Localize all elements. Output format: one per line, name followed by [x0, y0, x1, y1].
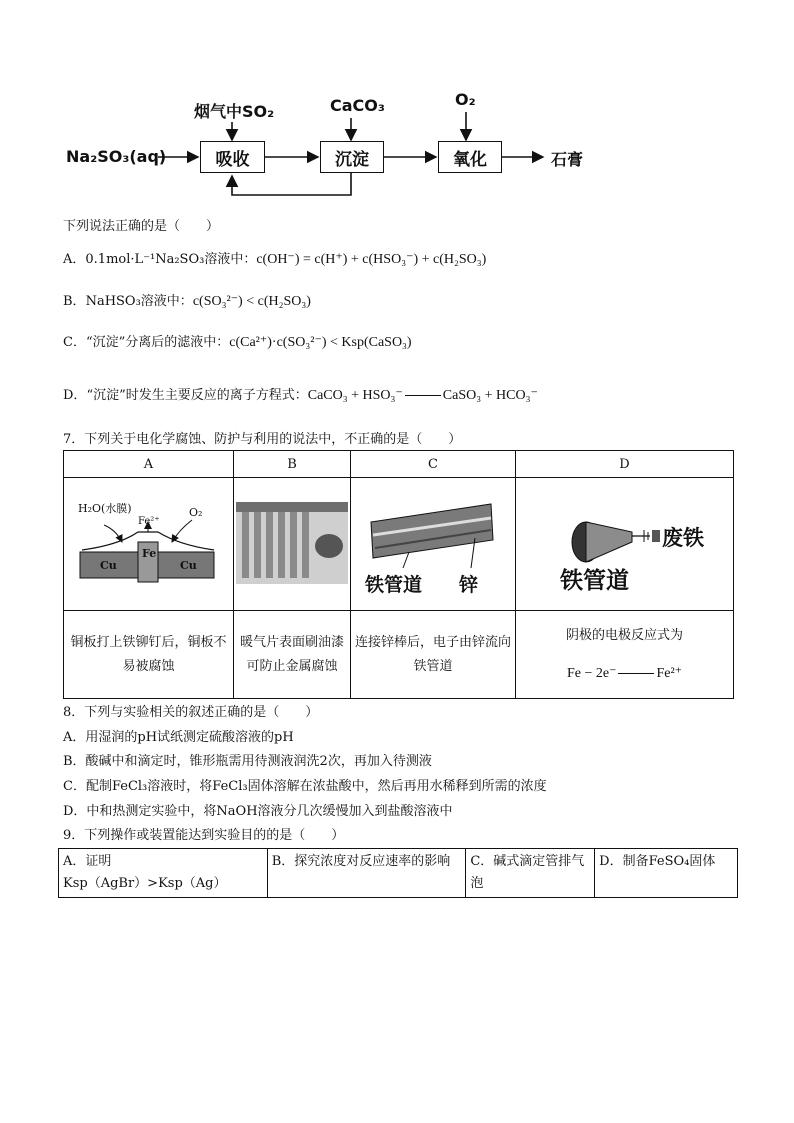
q7-image-d: [516, 478, 734, 611]
q7-cell-a: 铜板打上铁铆钉后，铜板不易被腐蚀: [64, 611, 234, 699]
q6-d-equation-right: CaSO₃ + HCO₃⁻: [442, 388, 538, 403]
q7-a-fe-label: Fe: [142, 547, 157, 560]
q7-cell-d-line2: [516, 655, 733, 693]
q8-option-a: A．用湿润的pH试纸测定硫酸溶液的pH: [63, 730, 294, 745]
q6-option-b: [63, 290, 311, 310]
flow-output-label: 石膏: [551, 150, 584, 169]
q7-header-b: B: [234, 451, 351, 478]
q7-cell-d-line1: 阴极的电极反应式为: [565, 627, 683, 643]
flow-box-absorb: 吸收: [200, 141, 265, 173]
q7-table: [63, 450, 734, 699]
q7-a-fe2-label: Fe²⁺: [138, 516, 160, 527]
q6-a-label: A．: [63, 252, 86, 267]
flow-top-label-1: 烟气中SO₂: [194, 102, 275, 121]
flow-input-label: Na₂SO₃(aq): [66, 147, 167, 166]
q8-option-c: C．配制FeCl₃溶液时，将FeCl₃固体溶解在浓盐酸中，然后再用水稀释到所需的浓度: [63, 779, 547, 794]
q6-a-equation: c(OH⁻) = c(H⁺) + c(HSO₃⁻) + c(H₂SO₃): [256, 252, 487, 267]
q9-a-line1: A．证明: [63, 854, 112, 869]
q7-header-c: C: [351, 451, 516, 478]
q7-c-zinc-label: 锌: [459, 574, 479, 596]
q6-b-equation: c(SO₃²⁻) < c(H₂SO₃): [192, 294, 311, 309]
q6-option-a: [63, 248, 486, 268]
q7-cell-d: [516, 611, 734, 699]
q7-a-cu-left-label: Cu: [100, 559, 117, 572]
q6-a-text: 0.1mol·L⁻¹Na₂SO₃溶液中：: [85, 252, 257, 267]
flow-box-oxidize: 氧化: [438, 141, 502, 173]
flow-top-label-3: O₂: [455, 90, 476, 109]
q7-image-c: [351, 478, 516, 611]
q6-b-label: B．: [63, 294, 86, 309]
q7-a-o2-label: O₂: [189, 506, 203, 519]
q6-b-text: NaHSO₃溶液中：: [85, 294, 193, 309]
equation-equals-bar: [618, 673, 654, 674]
q7-image-a: [64, 478, 234, 611]
flow-top-label-2: CaCO₃: [330, 96, 385, 115]
q6-c-label: C．: [63, 335, 86, 350]
q7-header-row: [64, 451, 734, 478]
q8-stem: 8．下列与实验相关的叙述正确的是（ ）: [63, 705, 319, 720]
q6-d-label: D．: [63, 388, 87, 403]
q7-text-row: [64, 611, 734, 699]
q7-d-eq-right: Fe²⁺: [656, 665, 683, 681]
q9-cell-d: D．制备FeSO₄固体: [595, 849, 738, 898]
q7-d-scrap-label: 废铁: [662, 526, 704, 550]
q7-d-pipe-label: 铁管道: [560, 568, 629, 594]
flow-box-precipitate: 沉淀: [320, 141, 384, 173]
q6-d-equation-left: CaCO₃ + HSO₃⁻: [307, 388, 403, 403]
q8-option-d: D．中和热测定实验中，将NaOH溶液分几次缓慢加入到盐酸溶液中: [63, 804, 453, 819]
q9-row: [59, 849, 738, 898]
flow-arrows: [0, 0, 794, 210]
q7-a-cu-right-label: Cu: [180, 559, 197, 572]
q7-header-a: A: [64, 451, 234, 478]
q7-a-water-label: H₂O(水膜): [78, 502, 132, 515]
q7-image-b: [234, 478, 351, 611]
q7-cell-b: 暖气片表面刷油漆可防止金属腐蚀: [234, 611, 351, 699]
q7-cell-c: 连接锌棒后，电子由锌流向铁管道: [351, 611, 516, 699]
q9-cell-c: C．碱式滴定管排气泡: [466, 849, 595, 898]
q9-stem: 9．下列操作或装置能达到实验目的的是（ ）: [63, 828, 345, 843]
q8-option-b: B．酸碱中和滴定时，锥形瓶需用待测液润洗2次，再加入待测液: [63, 754, 432, 769]
q6-option-d: [63, 384, 538, 404]
q7-image-row: [64, 478, 734, 611]
radiator-photo-icon: [234, 478, 350, 606]
q9-a-line2: Ksp（AgBr）>Ksp（Ag）: [63, 876, 227, 891]
q7-header-d: D: [516, 451, 734, 478]
q6-d-text: “沉淀”时发生主要反应的离子方程式：: [86, 388, 308, 403]
q6-stem: 下列说法正确的是（ ）: [63, 219, 220, 234]
q6-c-equation: c(Ca²⁺)·c(SO₃²⁻) < Ksp(CaSO₃): [229, 335, 412, 350]
q7-stem: 7．下列关于电化学腐蚀、防护与利用的说法中，不正确的是（ ）: [63, 432, 462, 447]
q6-c-text: “沉淀”分离后的滤液中：: [85, 335, 230, 350]
q9-cell-a: [59, 849, 268, 898]
equation-equals-bar: [405, 395, 441, 396]
q6-option-c: [63, 331, 412, 351]
q7-d-eq-left: Fe − 2e⁻: [566, 665, 617, 681]
q9-table: [58, 848, 738, 898]
q9-cell-b: B．探究浓度对反应速率的影响: [267, 849, 466, 898]
q7-c-pipe-label: 铁管道: [365, 574, 423, 596]
